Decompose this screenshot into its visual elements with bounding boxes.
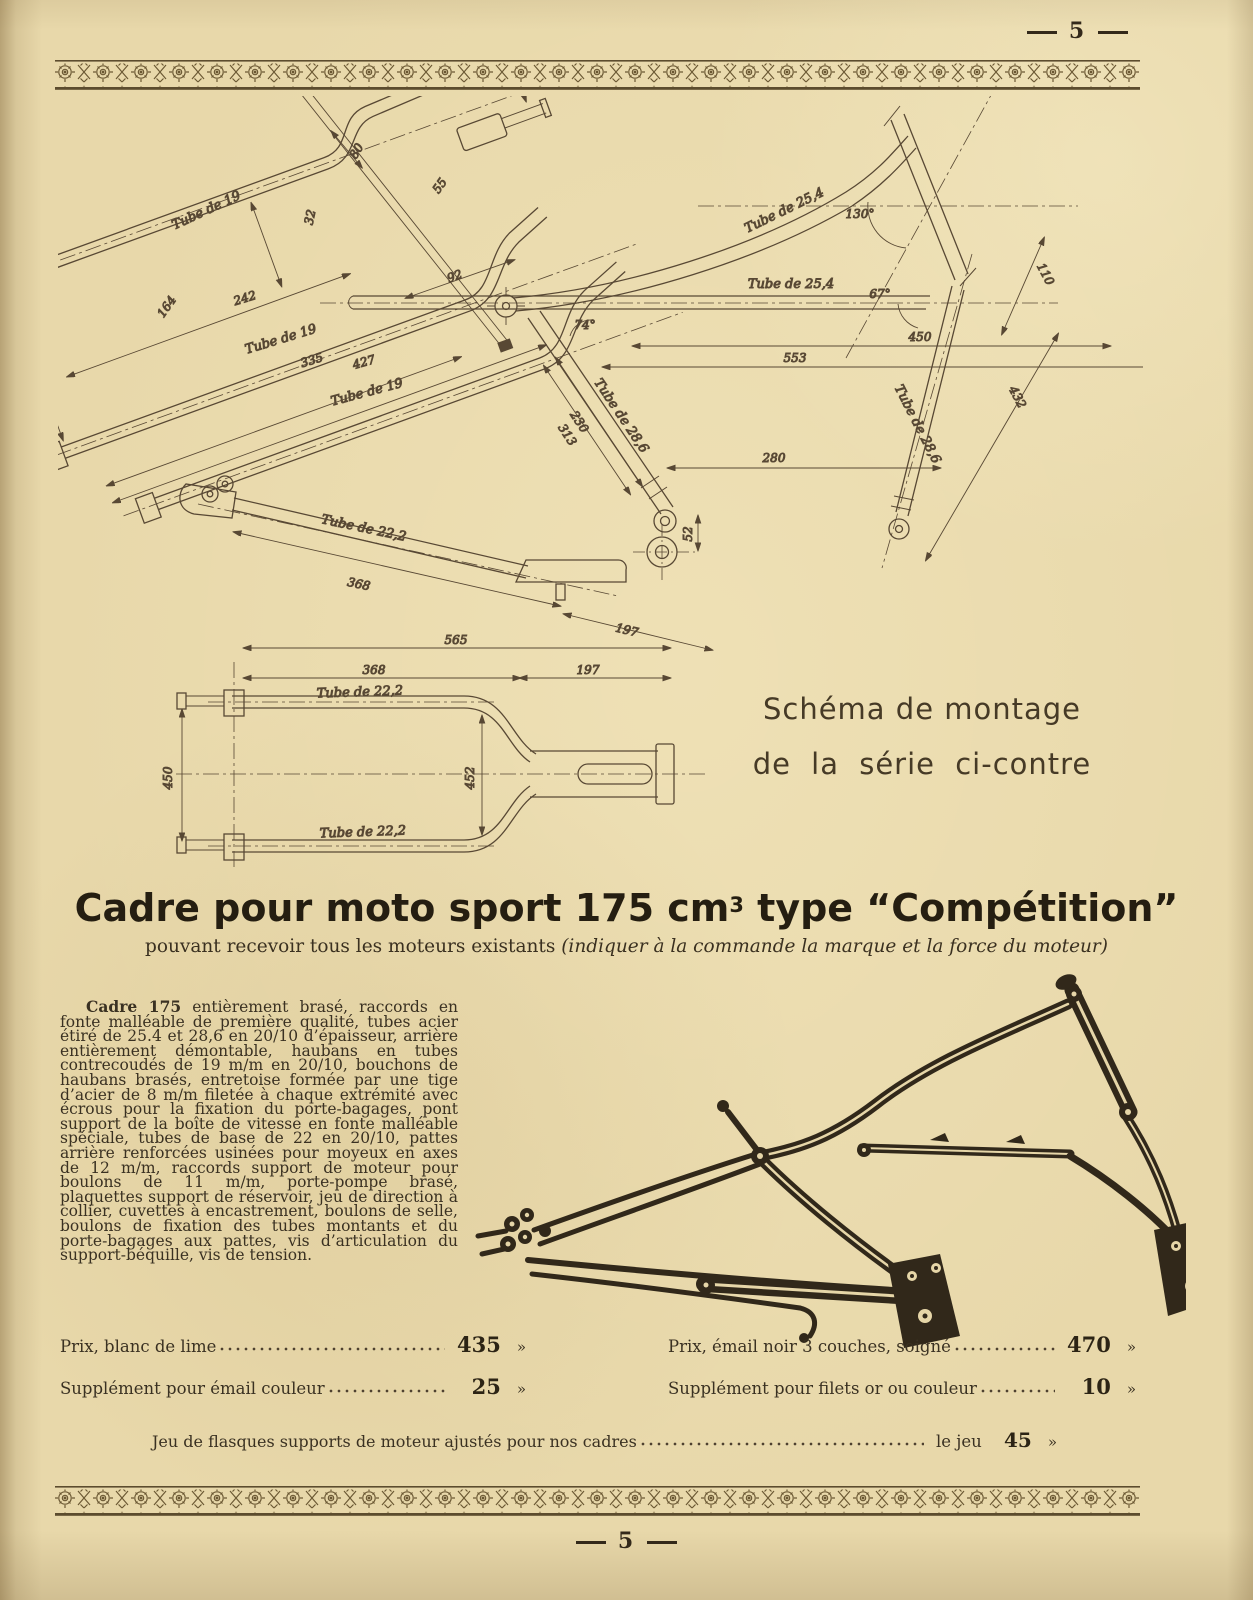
tube-label: Tube de 22,2 — [319, 823, 407, 842]
dim-label: 450 — [161, 766, 175, 790]
dotted-leader — [329, 1389, 445, 1393]
dim-label: 110 — [1033, 260, 1058, 288]
page-number-top: 5 — [995, 18, 1160, 44]
dotted-leader — [981, 1389, 1055, 1393]
price-label: Supplément pour filets or ou couleur — [668, 1379, 977, 1398]
dim-label: 280 — [762, 451, 786, 465]
price-unit: » — [1126, 1380, 1136, 1398]
dim-label: 432 — [1005, 383, 1030, 411]
price-unit: » — [516, 1380, 526, 1398]
schema-caption — [722, 682, 1122, 792]
dim-label: 452 — [463, 766, 477, 790]
dotted-leader — [220, 1347, 444, 1351]
page-number-bottom: 5 — [0, 1528, 1253, 1554]
tube-label: Tube de 28,6 — [890, 382, 944, 467]
subtitle-italic: (indiquer à la commande la marque et la force du moteur) — [561, 936, 1108, 957]
price-value: 435 — [456, 1332, 501, 1357]
description-lead: Cadre 175 — [86, 997, 182, 1016]
dim-label: 335 — [298, 350, 325, 371]
price-value: 10 — [1081, 1374, 1111, 1399]
price-label: Prix, émail noir 3 couches, soigné — [668, 1337, 951, 1356]
dim-label: 130° — [845, 207, 875, 221]
price-row — [60, 1332, 526, 1357]
dash-left — [1027, 31, 1057, 34]
price-row — [668, 1374, 1136, 1399]
price-row — [60, 1374, 526, 1399]
dim-label: 313 — [555, 421, 580, 449]
tube-label: Tube de 22,2 — [319, 512, 408, 545]
price-label: Jeu de flasques supports de moteur ajustés pour nos cadres — [152, 1432, 637, 1451]
tube-label: Tube de 19 — [243, 321, 319, 358]
title-exponent: 3 — [729, 893, 744, 917]
price-column-right — [668, 1332, 1136, 1416]
price-value: 45 — [1003, 1428, 1032, 1452]
dim-label: 80 — [346, 140, 367, 162]
dim-label: 197 — [576, 663, 600, 677]
tube-label: Tube de 25,4 — [742, 185, 827, 237]
tube-label: Tube de 19 — [169, 188, 244, 234]
description-paragraph: Cadre 175 entièrement brasé, raccords en fonte malléable de première qualité, tubes acier étiré de 25.4 et 28,6 en 20/10 d’épaisseur, arrière entièrement démontable, haubans en tubes contrecoudés de 19 m/m en 20/10, bouchons de haubans brasés, entretoise formée par une tige d’acier de 8 m/m filetée à chaque extrémité avec écrous pour la fixation du porte-bagages, pont support de la boîte de vitesse en fonte malléable spéciale, tubes de base de 22 en 20/10, pattes arrière renforcées usinées pour moyeux en axes de 12 m/m, raccords support de moteur pour boulons de 11 m/m, porte-pompe brasé, plaquettes support de réservoir, jeu de direction à collier, cuvettes à encastrement, boulons de selle, boulons de fixation des tubes montants et du porte-bagages aux pattes, vis d’articulation du support-béquille, vis de tension. — [60, 997, 458, 1265]
dim-label: 368 — [362, 663, 386, 677]
ornament-border-bottom — [55, 1486, 1140, 1516]
ornament-border-top — [55, 60, 1140, 90]
price-unit: » — [516, 1338, 526, 1356]
dotted-leader — [955, 1347, 1055, 1351]
dim-label: 197 — [614, 620, 640, 640]
price-value: 470 — [1066, 1332, 1111, 1357]
price-value: 25 — [471, 1374, 501, 1399]
dim-label: 553 — [783, 351, 807, 365]
price-line-bottom — [152, 1428, 1057, 1469]
tube-label: Tube de 28,6 — [590, 376, 652, 457]
dim-label: 55 — [429, 175, 450, 196]
dim-label: 427 — [350, 352, 377, 373]
price-label: Prix, blanc de lime — [60, 1337, 217, 1356]
page-subtitle: pouvant recevoir tous les moteurs existants (indiquer à la commande la marque et la force du moteur) — [144, 936, 1108, 957]
dim-label: 230 — [567, 408, 592, 436]
schema-caption-line1: Schéma de montage — [762, 692, 1082, 726]
price-unit: » — [1047, 1433, 1057, 1451]
dim-label: 52 — [681, 526, 695, 542]
dotted-leader — [641, 1442, 924, 1446]
tube-label: Tube de 25,4 — [747, 277, 835, 292]
dash-right — [647, 1541, 677, 1544]
dash-left — [576, 1541, 606, 1544]
dim-label: 164 — [154, 293, 180, 321]
schema-caption-line2: de la série ci-contre — [752, 747, 1092, 781]
dim-label: 92 — [445, 267, 465, 286]
dim-label: 32 — [301, 208, 319, 227]
page-title: Cadre pour moto sport 175 $cm^3$ type “Compétition” — [74, 886, 1179, 930]
frame-engraving — [462, 962, 1186, 1362]
price-prefix: le jeu — [936, 1432, 982, 1451]
tube-label: Tube de 22,2 — [316, 683, 404, 702]
price-column-left — [60, 1332, 526, 1416]
tube-label: Tube de 19 — [329, 375, 405, 410]
dash-right — [1098, 31, 1128, 34]
dim-label: 450 — [908, 330, 932, 344]
dim-label: 242 — [231, 288, 258, 309]
price-label: Supplément pour émail couleur — [60, 1379, 325, 1398]
dim-label: 565 — [444, 633, 468, 647]
price-row — [668, 1332, 1136, 1357]
dim-label: 67° — [869, 287, 891, 301]
dim-label: 74° — [574, 318, 596, 332]
dim-label: 368 — [346, 574, 372, 594]
price-unit: » — [1126, 1338, 1136, 1356]
